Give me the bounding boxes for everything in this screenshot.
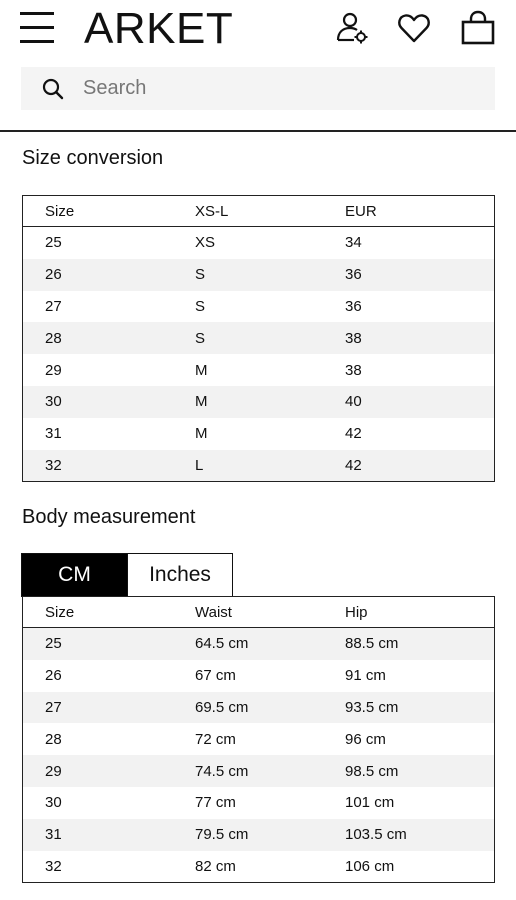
size-cell: 30 bbox=[45, 794, 62, 812]
table-row bbox=[23, 628, 494, 660]
hip-cell: 98.5 cm bbox=[345, 762, 399, 780]
column-header: Hip bbox=[345, 603, 368, 621]
hip-cell: 91 cm bbox=[345, 667, 386, 685]
search-icon[interactable] bbox=[41, 77, 65, 101]
size-cell: 25 bbox=[45, 635, 62, 653]
letter-size-cell: L bbox=[195, 456, 204, 474]
waist-cell: 79.5 cm bbox=[195, 826, 249, 844]
unit-toggle bbox=[21, 553, 233, 597]
size-cell: 32 bbox=[45, 857, 62, 875]
heart-icon[interactable] bbox=[396, 10, 432, 46]
size-cell: 31 bbox=[45, 425, 62, 443]
table-row bbox=[23, 660, 494, 692]
column-header: Waist bbox=[195, 603, 232, 621]
waist-cell: 67 cm bbox=[195, 667, 236, 685]
eur-size-cell: 42 bbox=[345, 456, 362, 474]
search-bar[interactable] bbox=[21, 67, 495, 110]
size-cell: 25 bbox=[45, 234, 62, 252]
eur-size-cell: 34 bbox=[345, 234, 362, 252]
table-header-row bbox=[23, 196, 494, 227]
letter-size-cell: M bbox=[195, 425, 208, 443]
hip-cell: 93.5 cm bbox=[345, 698, 399, 716]
table-row bbox=[23, 450, 494, 482]
waist-cell: 69.5 cm bbox=[195, 698, 249, 716]
section-divider bbox=[0, 130, 516, 132]
eur-size-cell: 38 bbox=[345, 329, 362, 347]
menu-icon[interactable] bbox=[20, 12, 54, 44]
column-header: XS-L bbox=[195, 202, 229, 220]
eur-size-cell: 40 bbox=[345, 393, 362, 411]
size-cell: 30 bbox=[45, 393, 62, 411]
waist-cell: 64.5 cm bbox=[195, 635, 249, 653]
waist-cell: 77 cm bbox=[195, 794, 236, 812]
hip-cell: 106 cm bbox=[345, 857, 395, 875]
table-row bbox=[23, 227, 494, 259]
body-measurement-table bbox=[22, 596, 495, 883]
eur-size-cell: 36 bbox=[345, 297, 362, 315]
table-row bbox=[23, 322, 494, 354]
table-header-row bbox=[23, 597, 494, 628]
table-row bbox=[23, 723, 494, 755]
table-row bbox=[23, 354, 494, 386]
table-row bbox=[23, 291, 494, 323]
eur-size-cell: 42 bbox=[345, 425, 362, 443]
table-row bbox=[23, 851, 494, 883]
account-icon[interactable] bbox=[334, 10, 370, 46]
table-row bbox=[23, 692, 494, 724]
waist-cell: 72 cm bbox=[195, 730, 236, 748]
column-header: EUR bbox=[345, 202, 377, 220]
size-cell: 29 bbox=[45, 762, 62, 780]
size-cell: 32 bbox=[45, 456, 62, 474]
waist-cell: 74.5 cm bbox=[195, 762, 249, 780]
hip-cell: 96 cm bbox=[345, 730, 386, 748]
bag-icon[interactable] bbox=[460, 10, 496, 46]
unit-inches-button[interactable]: Inches bbox=[127, 554, 232, 596]
size-cell: 26 bbox=[45, 266, 62, 284]
site-header bbox=[0, 0, 516, 56]
table-row bbox=[23, 418, 494, 450]
letter-size-cell: M bbox=[195, 393, 208, 411]
table-row bbox=[23, 755, 494, 787]
unit-cm-button[interactable]: CM bbox=[22, 554, 127, 596]
eur-size-cell: 36 bbox=[345, 266, 362, 284]
size-conversion-table bbox=[22, 195, 495, 482]
size-cell: 31 bbox=[45, 826, 62, 844]
hip-cell: 103.5 cm bbox=[345, 826, 407, 844]
waist-cell: 82 cm bbox=[195, 857, 236, 875]
hip-cell: 101 cm bbox=[345, 794, 395, 812]
size-cell: 29 bbox=[45, 361, 62, 379]
table-row bbox=[23, 787, 494, 819]
eur-size-cell: 38 bbox=[345, 361, 362, 379]
table-row bbox=[23, 819, 494, 851]
table-row bbox=[23, 259, 494, 291]
size-cell: 27 bbox=[45, 297, 62, 315]
letter-size-cell: S bbox=[195, 266, 206, 284]
size-conversion-title: Size conversion bbox=[22, 147, 164, 169]
column-header: Size bbox=[45, 202, 75, 220]
table-row bbox=[23, 386, 494, 418]
letter-size-cell: S bbox=[195, 297, 206, 315]
letter-size-cell: M bbox=[195, 361, 208, 379]
size-cell: 28 bbox=[45, 730, 62, 748]
body-measurement-title: Body measurement bbox=[22, 506, 196, 528]
letter-size-cell: S bbox=[195, 329, 206, 347]
column-header: Size bbox=[45, 603, 75, 621]
size-cell: 28 bbox=[45, 329, 62, 347]
letter-size-cell: XS bbox=[195, 234, 216, 252]
size-cell: 26 bbox=[45, 667, 62, 685]
hip-cell: 88.5 cm bbox=[345, 635, 399, 653]
search-input[interactable] bbox=[83, 67, 483, 110]
brand-logo[interactable]: ARKET bbox=[84, 4, 234, 53]
size-cell: 27 bbox=[45, 698, 62, 716]
